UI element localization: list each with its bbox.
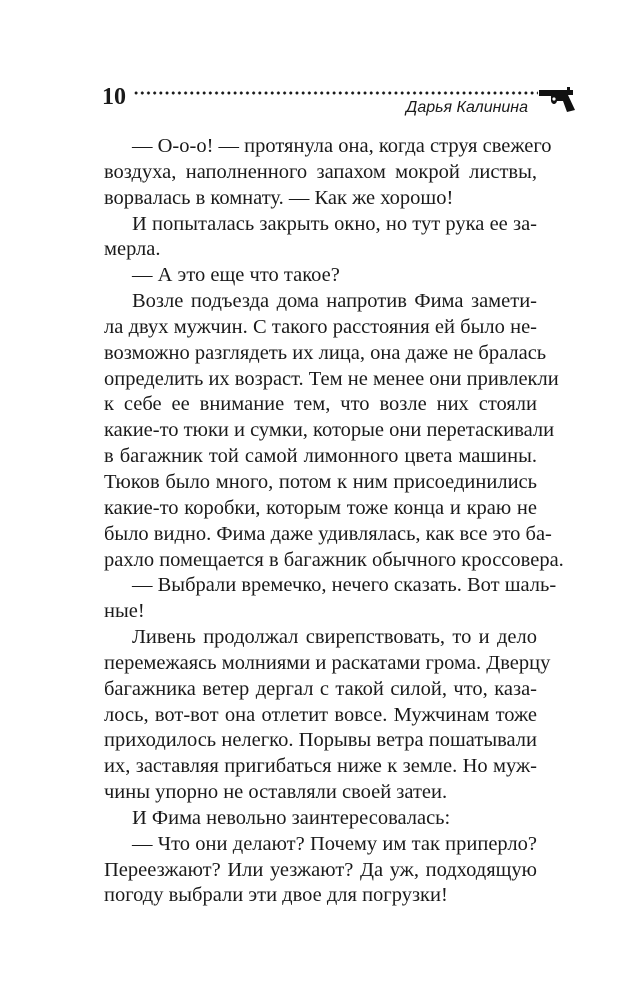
- text-line: — О-о-о! — протянула она, когда струя свежего: [132, 135, 552, 157]
- text-line: какие-то коробки, которым тоже конца и краю не: [104, 496, 537, 519]
- text-line: в багажник той самой лимонного цвета машины.: [104, 445, 537, 468]
- author-name: Дарья Калинина: [406, 99, 528, 116]
- text-line: возможно разглядеть их лица, она даже не бралась: [104, 341, 547, 364]
- text-line: определить их возраст. Тем не менее они привлекли: [104, 367, 559, 390]
- text-line: Возле подъезда дома напротив Фима замети-: [132, 290, 537, 313]
- text-line: багажника ветер дергал с такой силой, что, каза-: [104, 677, 537, 700]
- revolver-icon: [537, 84, 577, 114]
- text-line: рахло помещается в багажник обычного кроссовера.: [104, 548, 564, 571]
- text-line: воздуха, наполненного запахом мокрой листвы,: [104, 160, 537, 183]
- text-line: погоду выбрали эти двое для погрузки!: [104, 884, 448, 907]
- text-line: Тюков было много, потом к ним присоединились: [104, 470, 537, 493]
- text-line: И Фима невольно заинтересовалась:: [132, 806, 451, 829]
- text-line: — Выбрали времечко, нечего сказать. Вот шаль-: [132, 574, 557, 597]
- text-line: было видно. Фима даже удивлялась, как все это ба-: [104, 522, 552, 545]
- body-text: [104, 134, 564, 909]
- text-line: ные!: [104, 600, 145, 623]
- text-line: чины упорно не оставляли своей затеи.: [104, 781, 448, 804]
- text-line: перемежаясь молниями и раскатами грома. Дверцу: [104, 651, 551, 674]
- text-line: И попыталась закрыть окно, но тут рука ее за-: [132, 212, 537, 235]
- text-line: Переезжают? Или уезжают? Да уж, подходящую: [104, 858, 537, 881]
- text-line: Ливень продолжал свирепствовать, то и дело: [132, 626, 537, 649]
- dotted-rule: [133, 91, 538, 95]
- text-line: — Что они делают? Почему им так приперло?: [132, 832, 537, 855]
- text-line: лось, вот-вот она отлетит вовсе. Мужчинам тоже: [104, 703, 537, 726]
- text-line: какие-то тюки и сумки, которые они перетаскивали: [104, 419, 555, 442]
- text-line: ла двух мужчин. С такого расстояния ей было не-: [104, 315, 537, 338]
- text-line: ворвалась в комнату. — Как же хорошо!: [104, 186, 454, 209]
- text-line: мерла.: [104, 238, 161, 261]
- text-line: их, заставляя пригибаться ниже к земле. Но муж-: [104, 755, 537, 778]
- text-line: приходилось нелегко. Порывы ветра пошатывали: [104, 729, 537, 752]
- text-line: к себе ее внимание тем, что возле них стояли: [104, 393, 537, 416]
- text-line: — А это еще что такое?: [132, 264, 340, 287]
- page-number: 10: [102, 84, 126, 110]
